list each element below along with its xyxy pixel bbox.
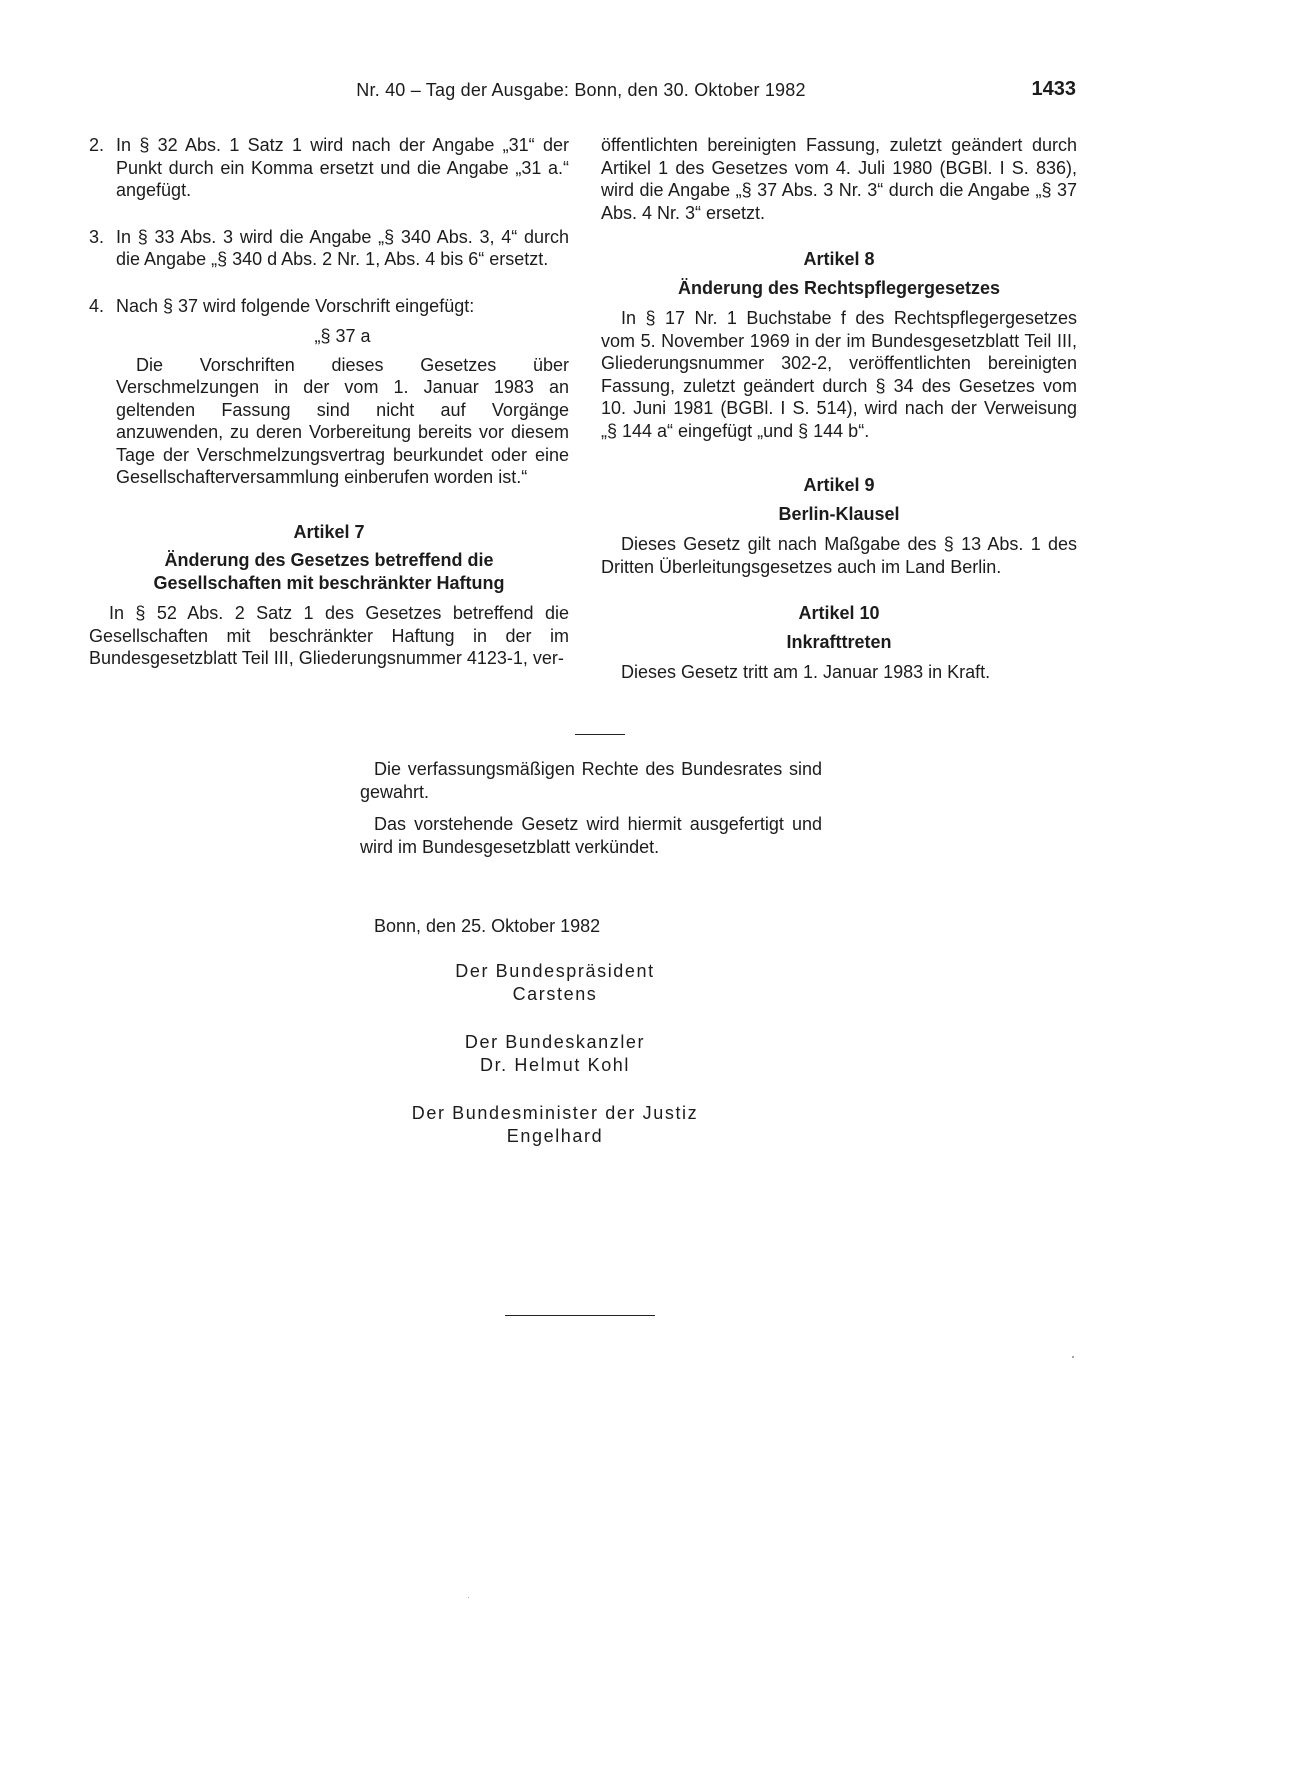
scan-speck <box>1072 1356 1074 1358</box>
continuation-text: öffentlichten bereinigten Fassung, zuletzt geändert durch Artikel 1 des Gesetzes vom 4. Juli 1980 (BGBl. I S. 836), wird die Angabe „§ 37 Abs. 3 Nr. 3“ durch die Angabe „§ 37 Abs. 4 Nr. 3“ ersetzt. <box>601 135 1077 223</box>
artikel-7-heading-line2: Gesellschaften mit beschränkter Haftung <box>153 572 505 593</box>
signatory-title: Der Bundeskanzler <box>464 1032 646 1052</box>
artikel-9-text: Dieses Gesetz gilt nach Maßgabe des § 13 Abs. 1 des Dritten Überleitungsgesetzes auch im Land Berlin. <box>601 534 1077 577</box>
signatory-title: Der Bundespräsident <box>455 961 655 981</box>
item-number: 3. <box>89 226 105 247</box>
signatory-name: Dr. Helmut Kohl <box>479 1054 631 1075</box>
signatory <box>330 960 780 1005</box>
running-head: Nr. 40 – Tag der Ausgabe: Bonn, den 30. Oktober 1982 <box>356 80 806 100</box>
scan-speck <box>468 1597 469 1598</box>
item-number: 2. <box>89 135 105 155</box>
divider-rule <box>575 734 625 735</box>
artikel-8-label: Artikel 8 <box>803 249 875 269</box>
artikel-7-label: Artikel 7 <box>293 521 365 542</box>
list-item <box>89 134 569 202</box>
item-number: 4. <box>89 295 105 316</box>
right-column <box>601 134 1077 684</box>
closing-formula <box>360 758 822 868</box>
closing-para-2: Das vorstehende Gesetz wird hiermit ausgefertigt und wird im Bundesgesetzblatt verkündet. <box>360 814 822 857</box>
signatory <box>330 1102 780 1147</box>
artikel-8-heading: Änderung des Rechtspflegergesetzes <box>677 277 1001 298</box>
item-text: In § 32 Abs. 1 Satz 1 wird nach der Angabe „31“ der Punkt durch ein Komma ersetzt und die Angabe „31 a.“ angefügt. <box>116 135 569 200</box>
artikel-7-heading-line1: Änderung des Gesetzes betreffend die <box>164 550 494 570</box>
page-number: 1433 <box>1031 78 1076 100</box>
artikel-10-heading: Inkrafttreten <box>786 631 892 652</box>
quoted-section-title: „§ 37 a <box>314 326 371 346</box>
signatories <box>330 960 780 1173</box>
closing-para-1: Die verfassungsmäßigen Rechte des Bundesrates sind gewahrt. <box>360 759 822 802</box>
artikel-7-heading <box>89 549 569 594</box>
artikel-9-label: Artikel 9 <box>803 475 875 495</box>
end-rule <box>505 1315 655 1316</box>
artikel-9-heading: Berlin-Klausel <box>778 503 900 524</box>
page-header <box>86 80 1076 104</box>
signatory <box>330 1031 780 1076</box>
quoted-section-text: Die Vorschriften dieses Gesetzes über Verschmelzungen in der vom 1. Januar 1983 an geltenden Fassung sind nicht auf Vorgänge anzuwenden, zu deren Vorbereitung bereits vor diesem Tage der Verschmelzungsvertrag beurkundet oder eine Gesellschafterversammlung einberufen worden ist.“ <box>116 354 569 487</box>
artikel-8-text: In § 17 Nr. 1 Buchstabe f des Rechtspflegergesetzes vom 5. November 1969 in der im Bundesgesetzblatt Teil III, Gliederungsnummer 302-2, veröffentlichten bereinigten Fassung, zuletzt geändert durch § 34 des Gesetzes vom 10. Juni 1981 (BGBl. I S. 514), wird nach der Verweisung „§ 144 a“ eingefügt „und § 144 b“. <box>601 308 1077 441</box>
item-text: In § 33 Abs. 3 wird die Angabe „§ 340 Abs. 3, 4“ durch die Angabe „§ 340 d Abs. 2 Nr. 1, Abs. 4 bis 6“ ersetzt. <box>116 226 569 269</box>
signatory-title: Der Bundesminister der Justiz <box>411 1103 699 1123</box>
signatory-name: Carstens <box>512 983 598 1004</box>
artikel-7-text: In § 52 Abs. 2 Satz 1 des Gesetzes betreffend die Gesellschaften mit beschränkter Haftung in der im Bundesgesetzblatt Teil III, Gliederungsnummer 4123-1, ver- <box>89 603 569 668</box>
artikel-10-text: Dieses Gesetz tritt am 1. Januar 1983 in Kraft. <box>621 662 991 682</box>
left-column <box>89 134 569 670</box>
item-text: Nach § 37 wird folgende Vorschrift eingefügt: <box>116 295 475 316</box>
list-item <box>89 295 569 318</box>
signatory-name: Engelhard <box>506 1125 604 1146</box>
place-date: Bonn, den 25. Oktober 1982 <box>374 916 601 936</box>
artikel-10-label: Artikel 10 <box>798 603 880 623</box>
list-item <box>89 226 569 271</box>
